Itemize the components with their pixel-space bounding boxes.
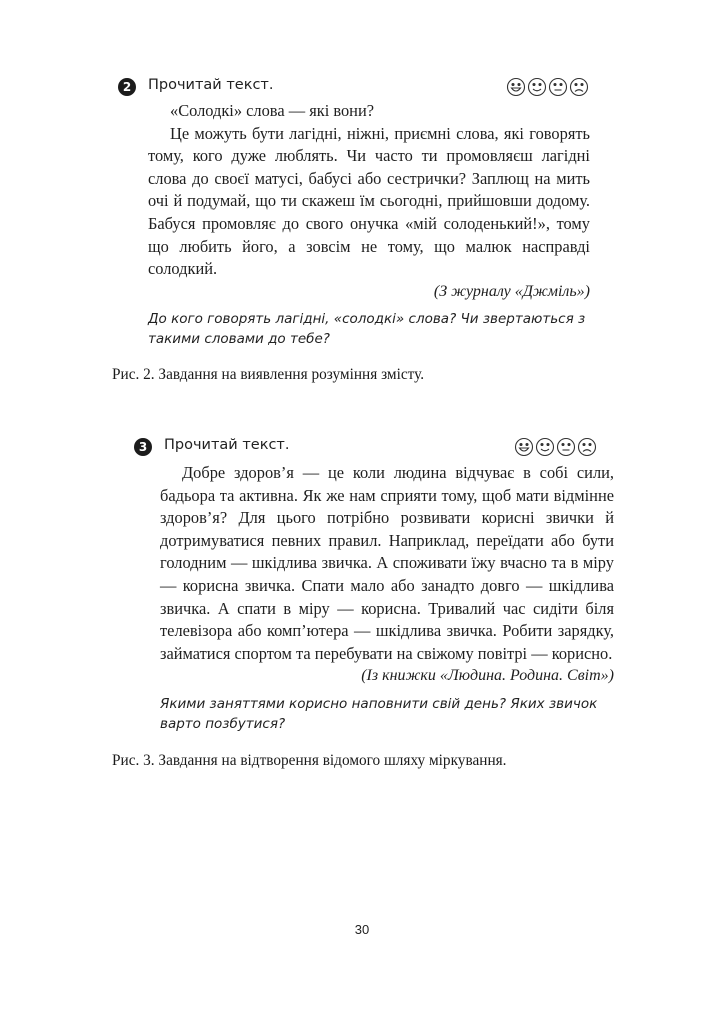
figure-caption-2: Рис. 2. Завдання на виявлення розуміння змісту. — [112, 366, 425, 383]
task-number-badge: 2 — [118, 78, 136, 96]
task-instruction: Прочитай текст. — [148, 77, 274, 93]
sad-face-icon — [571, 79, 588, 96]
sad-face-icon — [579, 439, 596, 456]
text-source: (З журналу «Джміль») — [433, 282, 590, 300]
task-number-badge: 3 — [134, 438, 152, 456]
page-number: 30 — [354, 922, 370, 937]
task-2-header — [118, 76, 590, 100]
smile-face-icon — [537, 439, 554, 456]
text-source: (Із книжки «Людина. Родина. Світ») — [361, 667, 614, 685]
text-title: «Солодкі» слова — які вони? — [170, 101, 374, 120]
figure-caption-3: Рис. 3. Завдання на відтворення відомого шляху міркування. — [112, 752, 507, 769]
neutral-face-icon — [550, 79, 567, 96]
happy-face-icon — [508, 79, 525, 96]
mood-rating-icons — [514, 436, 598, 458]
text-paragraph: Добре здоров’я — це коли людина відчуває в собі сили, бадьора та активна. Як же нам сприяти тому, щоб мати відмінне здоров’я? Для цього потрібно розвивати корисні звички й дотримуватися певних правил. Наприклад, переїдати або бути голодним — шкідлива звичка. А споживати їжу вчасно та в міру — корисна звичка. Спати мало або занадто довго — шкідлива звичка. А спати в міру — корисна. Тривалий час сидіти біля телевізора або комп’ютера — шкідлива звичка. Робити зарядку, займатися спортом та перебувати на свіжому повітрі — корисно. — [160, 463, 614, 663]
task-3 — [118, 436, 614, 734]
text-paragraph: Це можуть бути лагідні, ніжні, приємні слова, які говорять тому, кого дуже люблять. Чи часто ти промовляєш лагідні слова до своєї матусі, бабусі або сестрички? Заплющ на мить очі й подумай, що ти скажеш їм сьогодні, прийшовши додому. Бабуся промовляє до свого онучка «мій солоденький!», тому що любить його, а зовсім не тому, що малюк насправді солодкий. — [148, 123, 590, 279]
neutral-face-icon — [558, 439, 575, 456]
task-2 — [118, 76, 590, 349]
mood-rating-icons — [506, 76, 590, 98]
task-question: Якими заняттями корисно наповнити свій день? Яких звичок варто позбутися? — [160, 695, 598, 732]
smile-face-icon — [529, 79, 546, 96]
task-instruction: Прочитай текст. — [164, 437, 290, 453]
task-3-header — [118, 436, 590, 460]
happy-face-icon — [516, 439, 533, 456]
task-question: До кого говорять лагідні, «солодкі» слова? Чи звертаються з такими словами до тебе? — [148, 311, 586, 348]
